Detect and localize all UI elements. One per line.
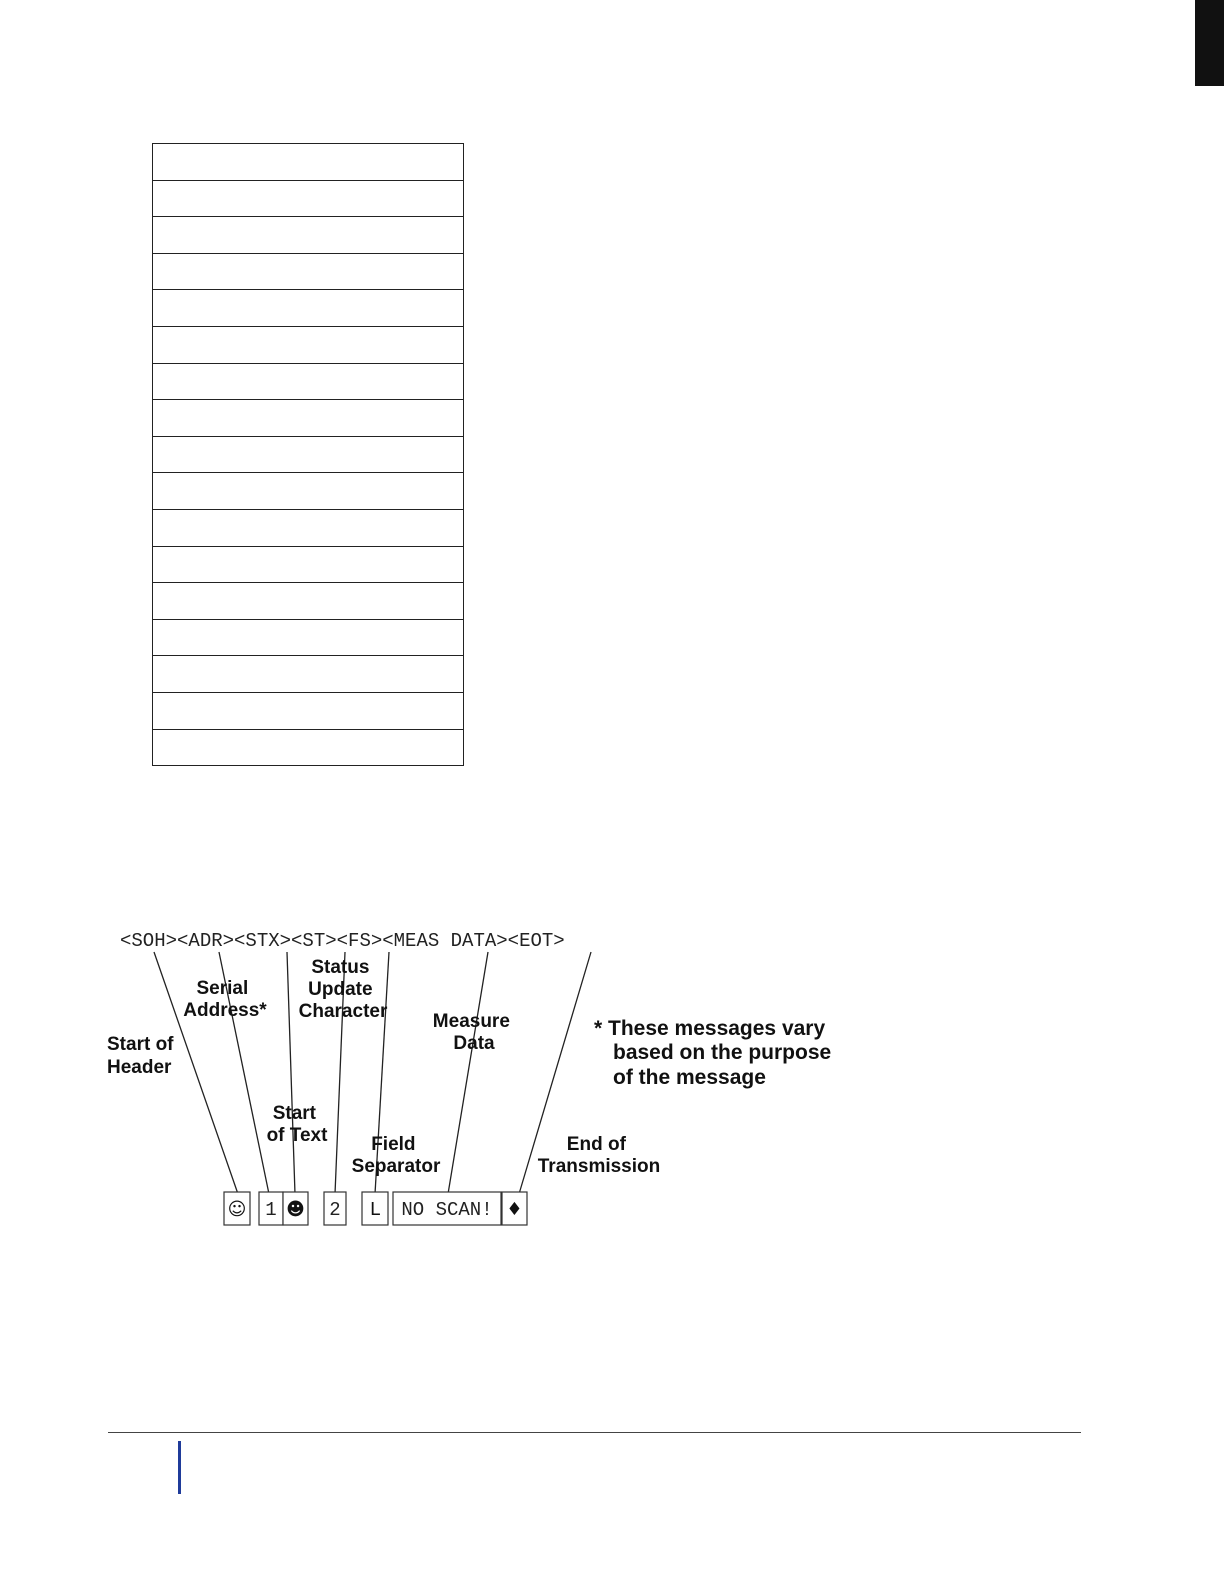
format-line: <SOH><ADR><STX><ST><FS><MEAS DATA><EOT> bbox=[120, 930, 565, 952]
note-text: * These messages vary based on the purpose of the message bbox=[594, 1017, 832, 1089]
stx-char: ☻ bbox=[286, 1199, 305, 1220]
label-measure-data: Measure Data bbox=[432, 1011, 510, 1054]
label-serial-address: Serial Address* bbox=[183, 978, 267, 1021]
fs-char: L bbox=[369, 1199, 381, 1220]
eot-char: ♦ bbox=[506, 1199, 523, 1220]
footer-accent-bar bbox=[178, 1441, 181, 1494]
adr-char: 1 bbox=[265, 1199, 277, 1221]
st-char: 2 bbox=[329, 1199, 341, 1221]
meas-data-value: NO SCAN! bbox=[401, 1199, 493, 1221]
leader-line-stx bbox=[287, 952, 295, 1194]
label-end-of-transmission: End of Transmission bbox=[537, 1134, 661, 1177]
label-start-of-text: Start of Text bbox=[266, 1103, 328, 1146]
soh-char: ☺ bbox=[227, 1199, 247, 1220]
label-status-update: Status Update Character bbox=[298, 957, 388, 1022]
leader-line-meas bbox=[448, 952, 488, 1194]
footer-rule bbox=[108, 1432, 1081, 1433]
label-start-of-header: Start of Header bbox=[107, 1034, 174, 1078]
label-field-separator: Field Separator bbox=[351, 1134, 441, 1177]
